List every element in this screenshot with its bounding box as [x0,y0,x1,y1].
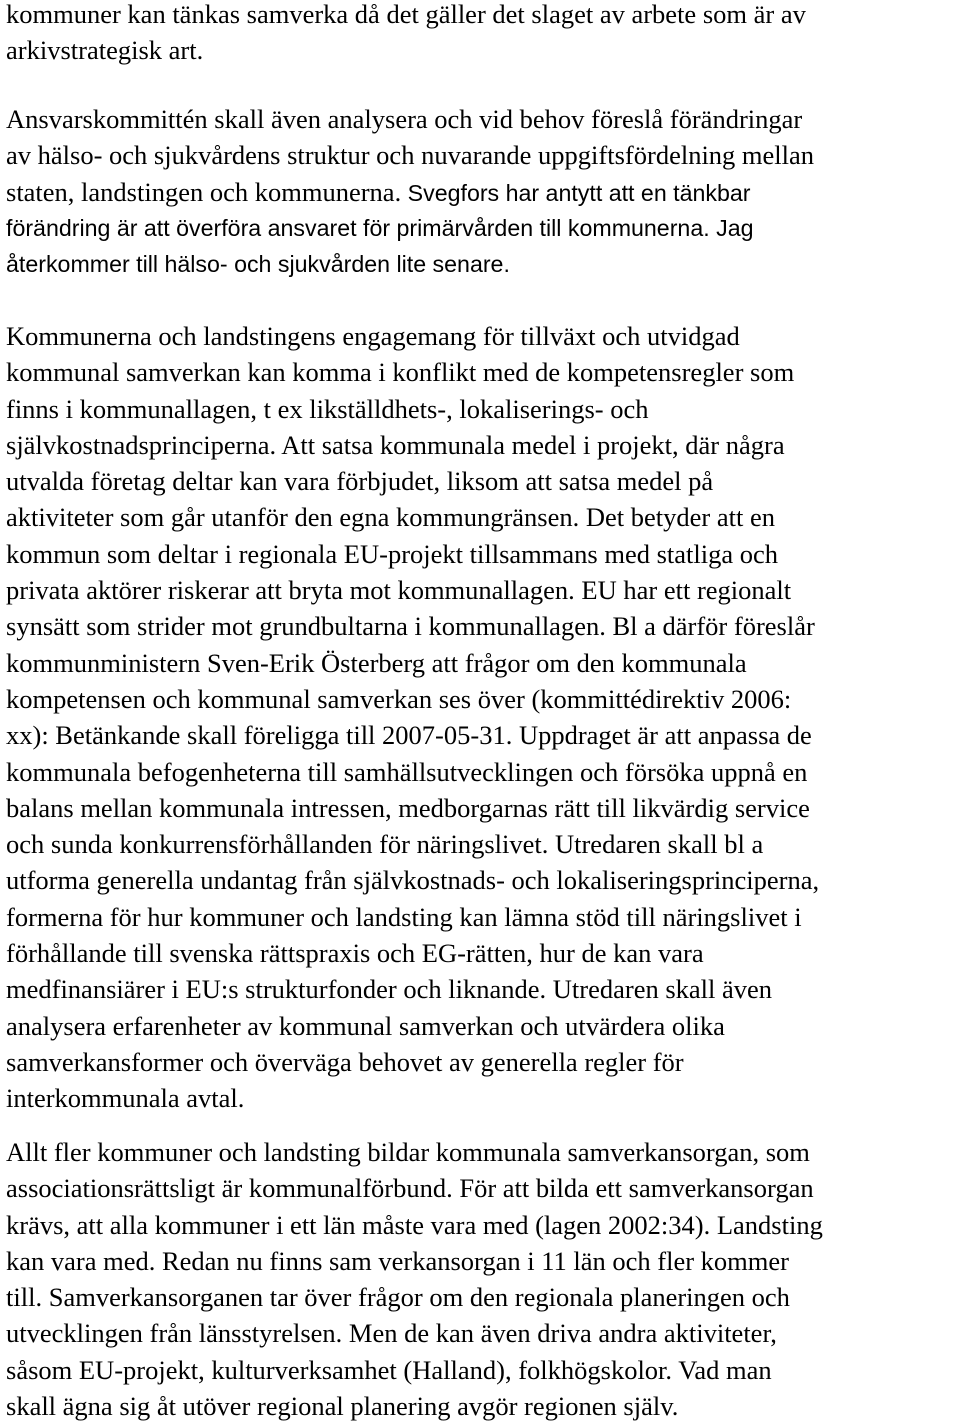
text-line: Ansvarskommittén skall även analysera och vid behov föreslå förändringar [6,104,803,134]
text-line-mixed [6,174,956,210]
text-line: formerna för hur kommuner och landsting kan lämna stöd till näringslivet i [6,901,802,932]
text-line: kommunal samverkan kan komma i konflikt med de kompetensregler som [6,357,795,388]
text-line: kommuner kan tänkas samverka då det gäller det slaget av arbete som är av [6,0,806,29]
paragraph-kommunerna [6,318,956,1117]
paragraph-allt-fler [6,1134,956,1424]
paragraph-intro [6,0,956,69]
text-line: balans mellan kommunala intressen, medborgarnas rätt till likvärdig service [6,792,810,823]
text-line: till. Samverkansorganen tar över frågor om den regionala planeringen och [6,1282,790,1313]
text-line: associationsrättsligt är kommunalförbund. För att bilda ett samverkansorgan [6,1173,814,1204]
text-line: utforma generella undantag från självkostnads- och lokaliseringsprinciperna, [6,865,820,896]
text-line: återkommer till hälso- och sjukvården lite senare. [6,251,510,278]
text-segment-serif: staten, landstingen och kommunerna. [6,176,402,207]
text-line: av hälso- och sjukvårdens struktur och nuvarande uppgiftsfördelning mellan [6,140,815,171]
text-line: arkivstrategisk art. [6,35,204,66]
text-line: Allt fler kommuner och landsting bildar kommunala samverkansorgan, som [6,1137,810,1167]
text-line: kommunala befogenheterna till samhällsutvecklingen och försöka uppnå en [6,756,808,787]
text-line: krävs, att alla kommuner i ett län måste vara med (lagen 2002:34). Landsting [6,1209,823,1240]
text-line: självkostnadsprinciperna. Att satsa kommunala medel i projekt, där några [6,429,785,460]
text-line: förhållande till svenska rättspraxis och EG-rätten, hur de kan vara [6,938,704,969]
text-line: skall ägna sig åt utöver regional planering avgör regionen själv. [6,1391,679,1422]
text-line: kan vara med. Redan nu finns sam verkansorgan i 11 län och fler kommer [6,1245,789,1276]
text-line: Kommunerna och landstingens engagemang för tillväxt och utvidgad [6,321,740,351]
text-line: xx): Betänkande skall föreligga till 2007-05-31. Uppdraget är att anpassa de [6,720,812,751]
text-line: kommun som deltar i regionala EU-projekt tillsammans med statliga och [6,538,779,569]
text-segment-sans: Svegfors har antytt att en tänkbar [401,179,751,206]
text-line: interkommunala avtal. [6,1083,245,1114]
text-line: aktiviteter som går utanför den egna kommungränsen. Det betyder att en [6,502,775,533]
text-line: synsätt som strider mot grundbultarna i kommunallagen. Bl a därför föreslår [6,611,815,642]
text-line: medfinansiärer i EU:s strukturfonder och liknande. Utredaren skall även [6,974,773,1005]
text-line: kommunministern Sven-Erik Österberg att frågor om den kommunala [6,647,747,678]
paragraph-ansvarskommitten [6,101,956,282]
text-line: privata aktörer riskerar att bryta mot kommunallagen. EU har ett regionalt [6,575,792,606]
text-line: analysera erfarenheter av kommunal samverkan och utvärdera olika [6,1010,725,1041]
text-line: och sunda konkurrensförhållanden för näringslivet. Utredaren skall bl a [6,829,764,860]
text-line: såsom EU-projekt, kulturverksamhet (Halland), folkhögskolor. Vad man [6,1354,772,1385]
text-line: samverkansformer och överväga behovet av generella regler för [6,1046,684,1077]
text-line: kompetensen och kommunal samverkan ses över (kommittédirektiv 2006: [6,683,792,714]
text-line: utvecklingen från länsstyrelsen. Men de kan även driva andra aktiviteter, [6,1318,777,1349]
text-line: utvalda företag deltar kan vara förbjudet, liksom att satsa medel på [6,466,714,497]
text-line: förändring är att överföra ansvaret för primärvården till kommunerna. Jag [6,214,754,241]
text-line: finns i kommunallagen, t ex likställdhets-, lokaliserings- och [6,393,649,424]
